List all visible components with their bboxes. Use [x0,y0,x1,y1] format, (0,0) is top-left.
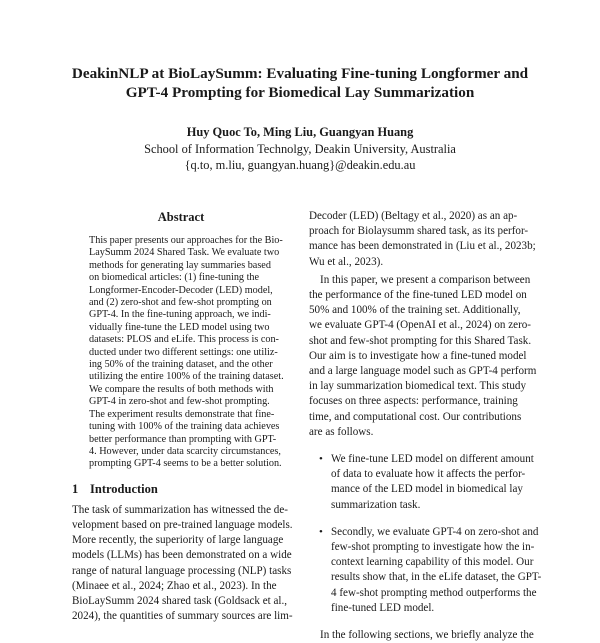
body-line: 50% and 100% of the training set. Additionally, [309,304,521,317]
abstract-line: and (2) zero-shot and few-shot prompting on [89,297,272,309]
abstract-line: tuning with 100% of the training data achieves [89,421,280,433]
body-line: and a large language model such as GPT-4 perform [309,365,537,378]
bullet-icon: • [319,453,323,466]
body-line: mance has been demonstrated in (Liu et al., 2023b; [309,240,536,253]
abstract-heading: Abstract [157,210,205,224]
abstract-line: The experiment results demonstrate that fine- [89,408,275,420]
bullet-line: results show that, in the eLife dataset, the GPT- [331,571,542,584]
author-names: Huy Quoc To, Ming Liu, Guangyan Huang [186,125,414,139]
body-line: are as follows. [309,425,374,438]
intro-line: velopment based on pre-trained language models. [72,518,293,531]
bullet-line: We fine-tune LED model on different amount [331,453,534,466]
paper-title [60,64,540,102]
abstract-line: vidually fine-tune the LED model using two [89,321,270,333]
body-line: time, and computational cost. Our contributions [309,410,522,423]
abstract-line: ducted under two different settings: one utiliz- [89,346,278,358]
contributions-list [309,452,542,616]
abstract-line: LaySumm 2024 Shared Task. We evaluate two [89,247,280,259]
abstract-line: methods for generating lay summaries based [89,259,271,271]
body-line: Wu et al., 2023). [309,255,384,268]
abstract-line: ing 50% of the training dataset, and the other [89,359,273,371]
bullet-icon: • [319,525,323,538]
introduction-body [72,503,293,625]
author-emails: {q.to, m.liu, guangyan.huang}@deakin.edu.au [184,158,416,172]
abstract-line: prompting GPT-4 seems to be a better solution. [89,458,282,470]
body-line: we evaluate GPT-4 (OpenAI et al., 2024) on zero- [309,319,532,332]
list-item [309,525,542,616]
bullet-line: context learning capability of this model. Our [331,556,534,569]
bullet-line: mance of the LED model in biomedical lay [331,483,523,496]
abstract-line: 4. However, under data scarcity circumstances, [89,445,281,457]
intro-line: More recently, the superiority of large language [72,534,284,547]
bullet-line: fine-tuned LED model. [331,601,435,614]
bullet-line: summarization task. [331,498,421,511]
bullet-line: Secondly, we evaluate GPT-4 on zero-shot and [331,525,539,538]
intro-line: BioLaySumm 2024 shared task (Goldsack et al., [72,594,288,607]
right-column [309,209,542,643]
body-line: the performance of the fine-tuned LED model on [309,289,527,302]
abstract-line: utilizing the entire 100% of the training dataset. [89,371,284,383]
abstract-line: Longformer-Encoder-Decoder (LED) model, [89,284,273,296]
title-line-2: GPT-4 Prompting for Biomedical Lay Summarization [125,84,475,101]
right-paragraph-3 [309,628,534,643]
bullet-line: of data to evaluate how it affects the perfor- [331,468,526,481]
right-paragraph-1 [309,209,536,270]
bullet-line: few-shot prompting to investigate how the in- [331,541,535,554]
abstract-body [89,235,284,471]
title-line-1: DeakinNLP at BioLaySumm: Evaluating Fine-tuning Longformer and [71,65,529,82]
body-line: Decoder (LED) (Beltagy et al., 2020) as an ap- [309,210,518,222]
intro-line: models (LLMs) has been demonstrated on a wide [72,549,292,562]
intro-line: (Minaee et al., 2024; Zhao et al., 2023). In the [72,579,277,592]
body-line: In this paper, we present a comparison between [320,273,531,286]
abstract-line: datasets: PLOS and eLife. This process is con- [89,334,279,346]
author-block [60,124,540,174]
abstract-line: This paper presents our approaches for the Bio- [89,235,283,246]
section-number: 1 [72,481,79,496]
body-line: proach for Biolaysumm shared task, as its perfor- [309,225,529,238]
abstract-line: GPT-4 in zero-shot and few-shot prompting. [89,396,270,408]
section-title: Introduction [90,481,158,496]
abstract-line: GPT-4. In the fine-tuning approach, we indi- [89,309,271,321]
abstract-line: on biomedical articles: (1) fine-tuning the [89,272,260,284]
intro-line: The task of summarization has witnessed the de- [72,503,288,516]
bullet-line: 4 few-shot prompting method outperforms the [331,586,537,599]
abstract-line: We compare the results of both methods with [89,383,274,395]
section-heading-introduction [72,481,290,497]
intro-line: range of natural language processing (NLP) tasks [72,564,292,577]
body-line: focuses on three aspects: performance, training [309,395,518,408]
body-line: shot and few-shot prompting for this Shared Task. [309,334,532,347]
list-item [309,452,534,513]
left-column [72,209,293,624]
abstract-line: better performance than prompting with GPT- [89,433,277,445]
intro-line: 2024), the quantities of summary sources are lim- [72,610,293,623]
right-paragraph-2 [309,273,537,440]
author-affiliation: School of Information Technolgy, Deakin University, Australia [144,141,456,156]
body-line: In the following sections, we briefly analyze the [320,629,534,642]
body-line: in lay summarization biomedical text. This study [309,380,527,393]
body-line: Our aim is to investigate how a fine-tuned model [309,349,527,362]
